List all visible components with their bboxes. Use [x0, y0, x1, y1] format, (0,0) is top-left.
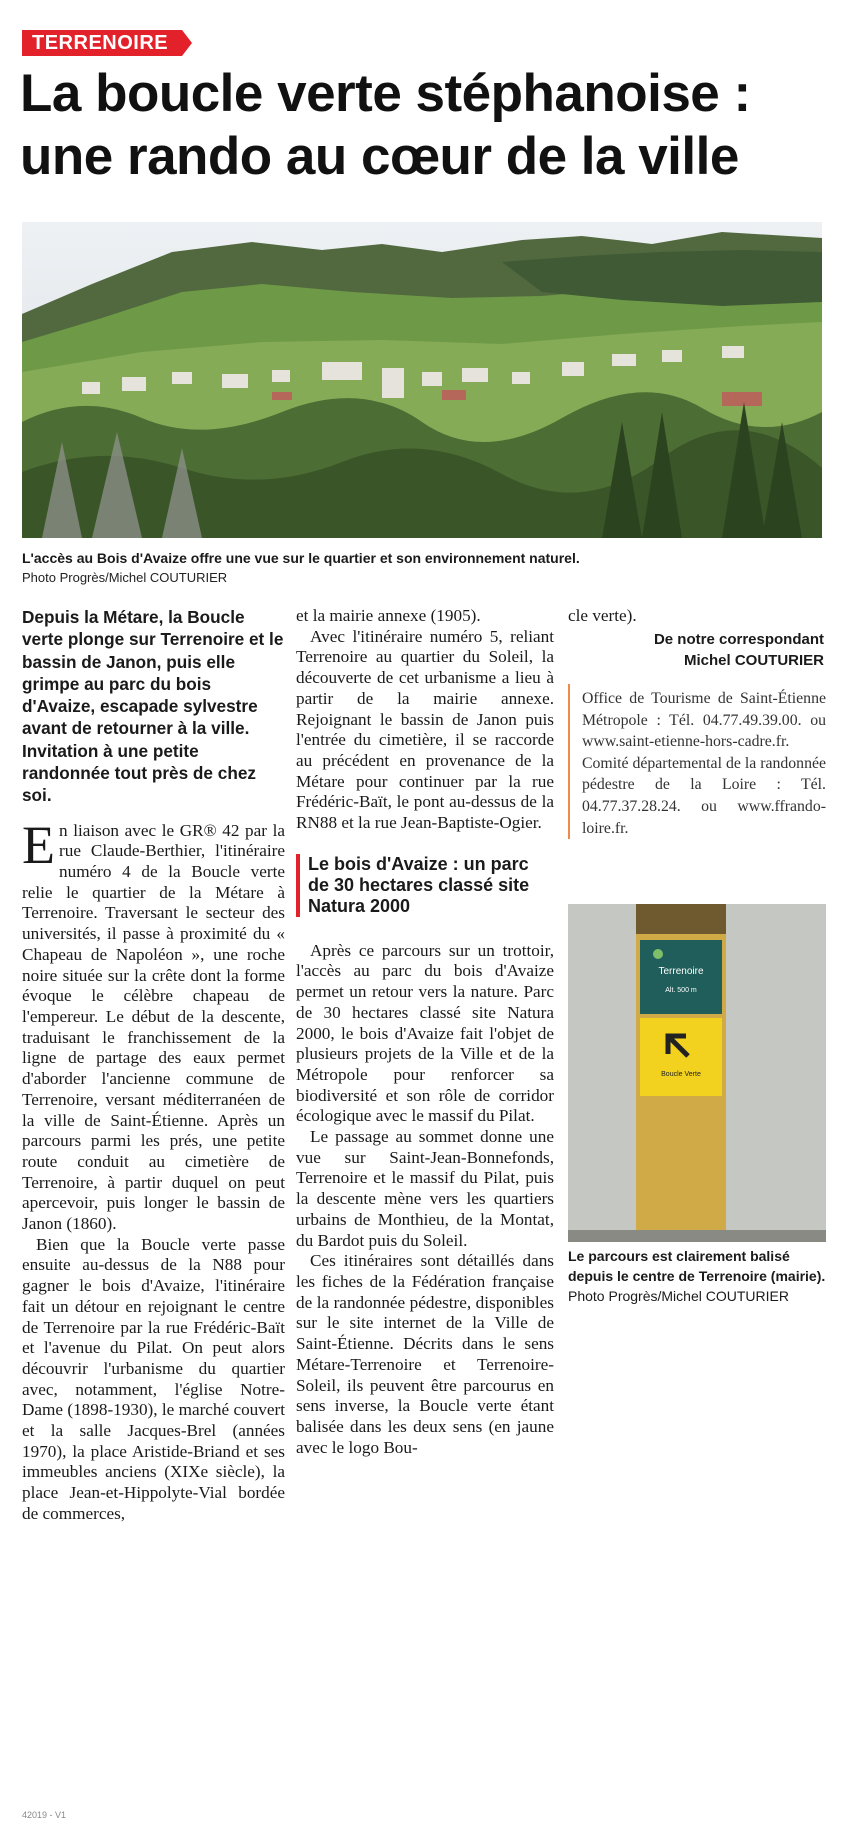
byline: De notre correspondant Michel COUTURIER	[653, 630, 824, 669]
sign-altitude: Alt. 500 m	[665, 987, 697, 994]
article-paragraph-2-end: et la mairie annexe (1905).	[296, 606, 481, 625]
article-paragraph-6: Ces itinéraires sont détaillés dans les fiches de la Fédération française de la randonnée pédestre, disponibles sur le site internet de la Ville de Saint-Étienne. Décrits dans le sens Métare-Terrenoire et Terrenoire-Soleil, ils peuvent être parcourus en sens inverse, la Boucle verte étant balisée dans les deux sens (en jaune avec le logo Bou-	[296, 1251, 554, 1457]
article-column-2	[296, 606, 554, 1458]
sign-subtitle: Boucle Verte	[661, 1071, 701, 1078]
article-paragraph-2: Bien que la Boucle verte passe ensuite au-dessus de la N88 pour gagner le bois d'Avaize, l'itinéraire fait un détour en rejoignant le centre de Terrenoire par la rue Frédéric-Baït et l'avenue du Pilat. On peut alors découvrir l'urbanisme du quartier avec, notamment, l'église Notre-Dame (1898-1930), le marché couvert et la salle Jacques-Brel (années 1970), la place Aristide-Briand et ses immeubles anciens (XIXe siècle), la place Jean-et-Hippolyte-Vial bordée de commerces,	[22, 1234, 285, 1523]
photo-caption	[22, 548, 822, 588]
drop-cap: E	[22, 814, 55, 875]
signpost-caption-text: Le parcours est clairement balisé depuis le centre de Terrenoire (mairie).	[568, 1248, 826, 1284]
signpost-credit: Photo Progrès/Michel COUTURIER	[568, 1288, 789, 1304]
article-paragraph-1: En liaison avec le GR® 42 par la rue Claude-Berthier, l'itinéraire numéro 4 de la Boucle verte relie le quartier de la Métare à Terrenoire. Traversant le secteur des universités, il passe à proximité du « Chapeau de Napoléon », une roche noire située sur la crête dont la forme évoque le célèbre chapeau de l'empereur. Le début de la descente, traduisant le franchissement de la ligne de partage des eaux permet d'aborder l'ancienne commune de Terrenoire, versant méditerranéen de la ville de Saint-Étienne. Après un parcours parmi les prés, une petite route conduit au cimetière de Terrenoire, à partir duquel on peut apercevoir, puis longer le bassin de Janon (1860).	[22, 814, 285, 1234]
practical-info-box: Office de Tourisme de Saint-Étienne Métropole : Tél. 04.77.49.39.00. ou www.saint-etienne-hors-cadre.fr. Comité départemental de la randonnée pédestre de la Loire : Tél. 04.77.37.28.24. ou www.ffrando-loire.fr.	[568, 684, 826, 839]
headline-line-2: une rando au cœur de la ville	[20, 127, 739, 186]
section-kicker: TERRENOIRE	[22, 30, 182, 56]
headline	[20, 62, 820, 188]
article-paragraph-5: Le passage au sommet donne une vue sur Saint-Jean-Bonnefonds, Terrenoire et le massif du Pilat, puis la descente mène vers les quartiers urbains de Monthieu, de la Montat, du Bardot puis du Soleil.	[296, 1127, 554, 1250]
article-column-1	[22, 606, 285, 1525]
headline-line-1: La boucle verte stéphanoise :	[20, 64, 751, 123]
sign-title: Terrenoire	[658, 966, 704, 977]
signpost-caption	[568, 1246, 826, 1306]
article-paragraph-6-end: cle verte).	[568, 606, 637, 625]
landscape-photo	[22, 222, 822, 538]
photo-caption-text: L'accès au Bois d'Avaize offre une vue sur le quartier et son environnement naturel.	[22, 550, 580, 566]
article-column-3	[568, 606, 824, 671]
article-lead: Depuis la Métare, la Boucle verte plonge sur Terrenoire et le bassin de Janon, puis elle grimpe au parc du bois d'Avaize, escapade sylvestre avant de retourner à la ville. Invitation à une petite randonnée tout près de chez soi.	[22, 607, 284, 806]
page-footer: 42019 - V1	[22, 1810, 67, 1820]
article-paragraph-3: Avec l'itinéraire numéro 5, reliant Terrenoire au quartier du Soleil, la découverte de cet urbanisme a lieu à partir de la mairie annexe. Rejoignant le bassin de Janon puis l'entrée du cimetière, il se raccorde au précédent en provenance de la Métare pour continuer par la rue Frédéric-Baït, le pont au-dessus de la RN88 et la rue Jean-Baptiste-Ogier.	[296, 626, 554, 833]
photo-credit: Photo Progrès/Michel COUTURIER	[22, 570, 228, 585]
article-paragraph-4: Après ce parcours sur un trottoir, l'accès au parc du bois d'Avaize permet un retour vers la nature. Parc de 30 hectares classé site Natura 2000, le bois d'Avaize fait l'objet de plusieurs projets de la Ville et de la Métropole pour renforcer sa biodiversité et son rôle de corridor écologique avec le massif du Pilat.	[296, 940, 554, 1126]
article-subhead: Le bois d'Avaize : un parc de 30 hectares classé site Natura 2000	[296, 854, 554, 917]
signpost-photo	[568, 904, 826, 1242]
